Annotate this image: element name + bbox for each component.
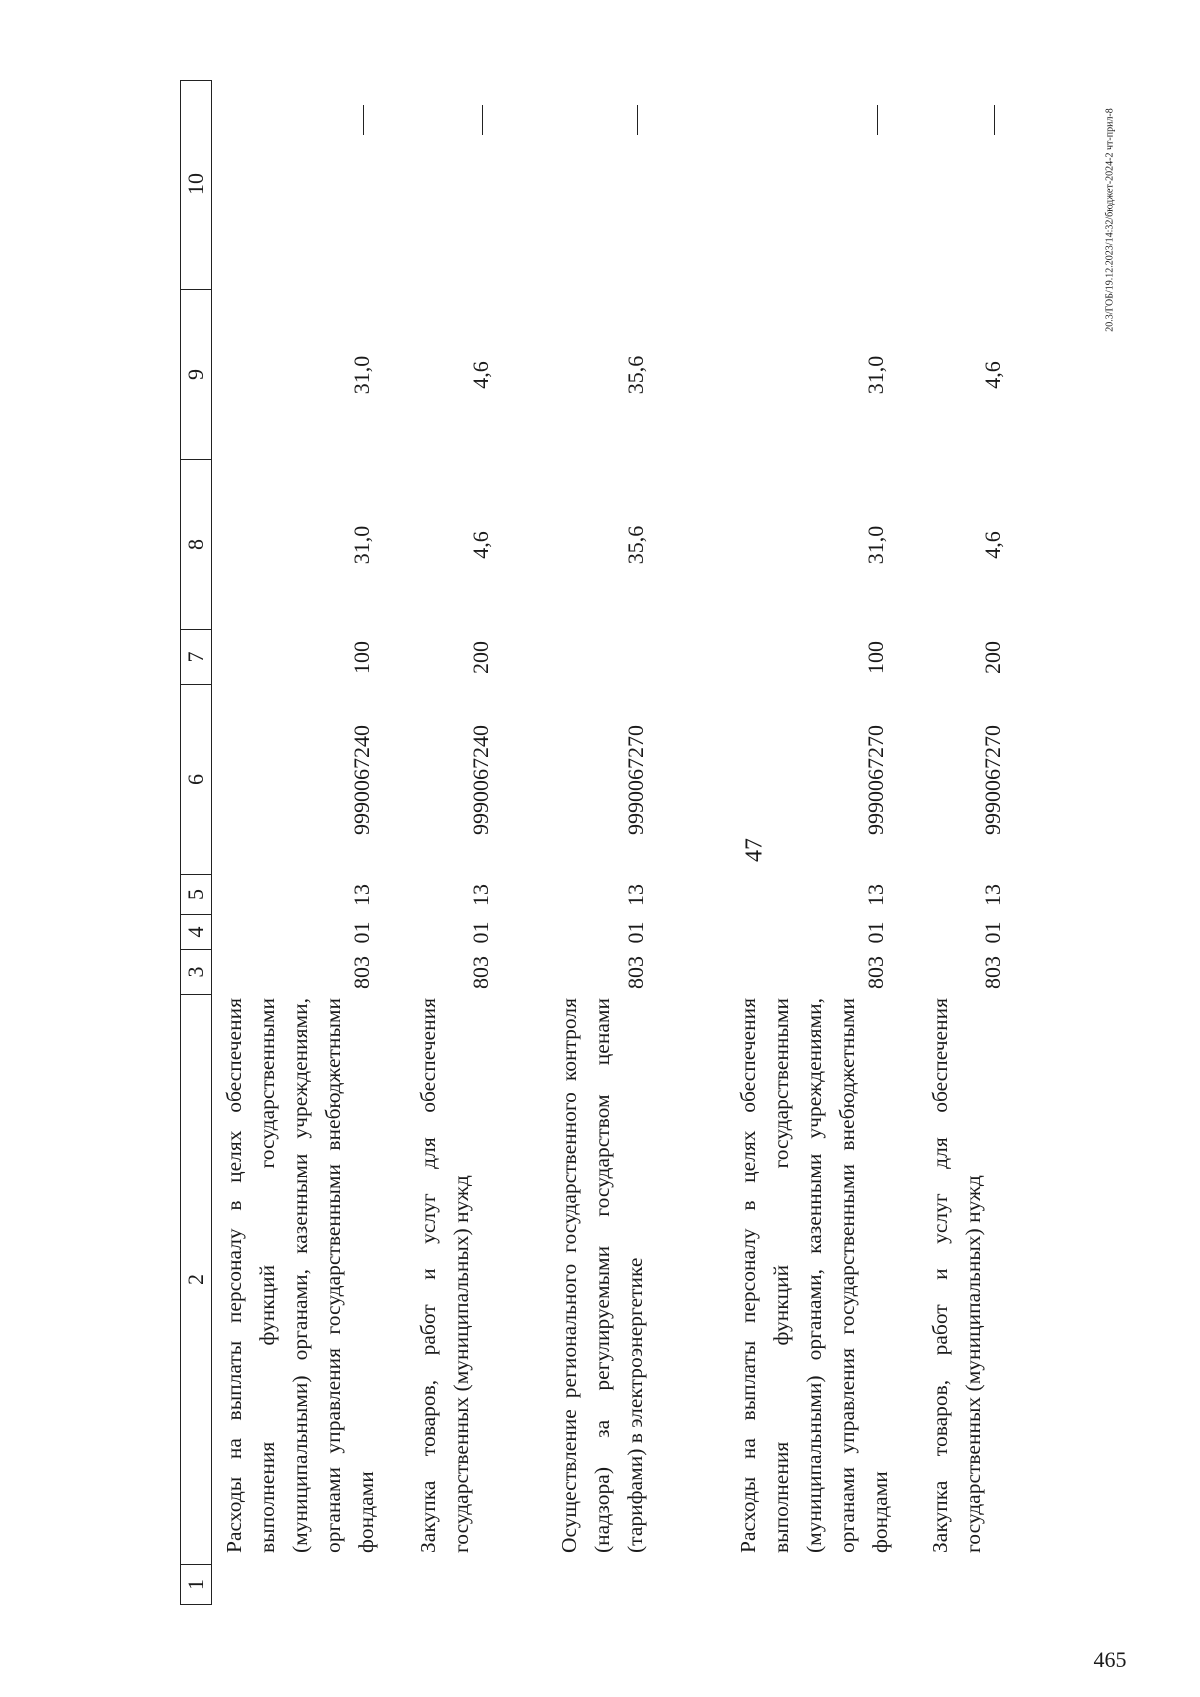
header-col-4: 4 xyxy=(181,914,211,949)
row-col-4: 01 xyxy=(623,921,648,944)
row-col-4: 01 xyxy=(980,921,1005,944)
budget-table xyxy=(180,80,1040,1605)
row-col-6: 9990067240 xyxy=(468,725,493,835)
table-row xyxy=(732,80,892,1605)
page-number-top: 47 xyxy=(741,838,768,862)
header-col-3: 3 xyxy=(181,949,211,994)
header-col-7: 7 xyxy=(181,629,211,684)
row-col-6: 9990067270 xyxy=(980,725,1005,835)
row-col-6: 9990067270 xyxy=(623,725,648,835)
row-col-5: 13 xyxy=(863,884,888,906)
row-description: Закупка товаров, работ и услуг для обеспечения государственных (муниципальных) нужд xyxy=(416,998,473,1553)
row-col-8: 31,0 xyxy=(349,525,374,565)
row-col-10-dash xyxy=(363,105,364,135)
row-col-7: 100 xyxy=(863,641,888,674)
row-col-4: 01 xyxy=(863,921,888,944)
header-col-10: 10 xyxy=(183,173,208,195)
header-col-6: 6 xyxy=(181,684,211,874)
row-col-5: 13 xyxy=(623,884,648,906)
table-row xyxy=(553,80,653,1605)
row-col-7: 200 xyxy=(468,641,493,674)
header-col-9: 9 xyxy=(181,289,211,459)
row-col-3: 803 xyxy=(980,956,1005,989)
row-col-7: 100 xyxy=(349,641,374,674)
row-col-3: 803 xyxy=(623,956,648,989)
table-header-row xyxy=(180,80,212,1605)
table-row xyxy=(412,80,512,1605)
row-col-9: 4,6 xyxy=(980,361,1005,389)
row-col-10-dash xyxy=(637,105,638,135)
row-col-10-dash xyxy=(994,105,995,135)
row-col-3: 803 xyxy=(863,956,888,989)
row-col-9: 4,6 xyxy=(468,361,493,389)
row-col-10-dash xyxy=(877,105,878,135)
row-col-5: 13 xyxy=(349,884,374,906)
row-col-5: 13 xyxy=(980,884,1005,906)
header-col-5: 5 xyxy=(181,874,211,914)
row-description: Осуществление регионального государственного контроля (надзора) за регулируемыми государством ценами (тарифами) в электроэнергетике xyxy=(557,998,647,1553)
row-col-8: 4,6 xyxy=(980,531,1005,559)
header-col-1: 1 xyxy=(181,1564,211,1604)
row-col-4: 01 xyxy=(349,921,374,944)
table-row xyxy=(218,80,378,1605)
row-description: Расходы на выплаты персоналу в целях обеспечения выполнения функций государственными (муниципальными) органами, казенными учреждениями, органами управления государственными внебюджетными фондами xyxy=(736,998,892,1553)
row-col-5: 13 xyxy=(468,884,493,906)
header-col-2: 2 xyxy=(181,994,211,1564)
row-col-6: 9990067270 xyxy=(863,725,888,835)
document-footer-code: 20.3/ГОБ/19.12.2023/14:32/бюджет-2024-2 чт-прил-8 xyxy=(1104,108,1116,332)
row-col-6: 9990067240 xyxy=(349,725,374,835)
header-col-8: 8 xyxy=(181,459,211,629)
row-col-7: 200 xyxy=(980,641,1005,674)
row-col-9: 31,0 xyxy=(349,355,374,395)
row-col-10-dash xyxy=(482,105,483,135)
row-col-9: 35,6 xyxy=(623,355,648,395)
row-col-9: 31,0 xyxy=(863,355,888,395)
row-col-3: 803 xyxy=(468,956,493,989)
row-col-3: 803 xyxy=(349,956,374,989)
page-number-bottom: 465 xyxy=(1093,1647,1127,1672)
row-description: Закупка товаров, работ и услуг для обеспечения государственных (муниципальных) нужд xyxy=(928,998,985,1553)
row-col-4: 01 xyxy=(468,921,493,944)
row-col-8: 4,6 xyxy=(468,531,493,559)
table-row xyxy=(924,80,1024,1605)
row-col-8: 35,6 xyxy=(623,525,648,565)
row-description: Расходы на выплаты персоналу в целях обеспечения выполнения функций государственными (муниципальными) органами, казенными учреждениями, органами управления государственными внебюджетными фондами xyxy=(222,998,378,1553)
row-col-8: 31,0 xyxy=(863,525,888,565)
